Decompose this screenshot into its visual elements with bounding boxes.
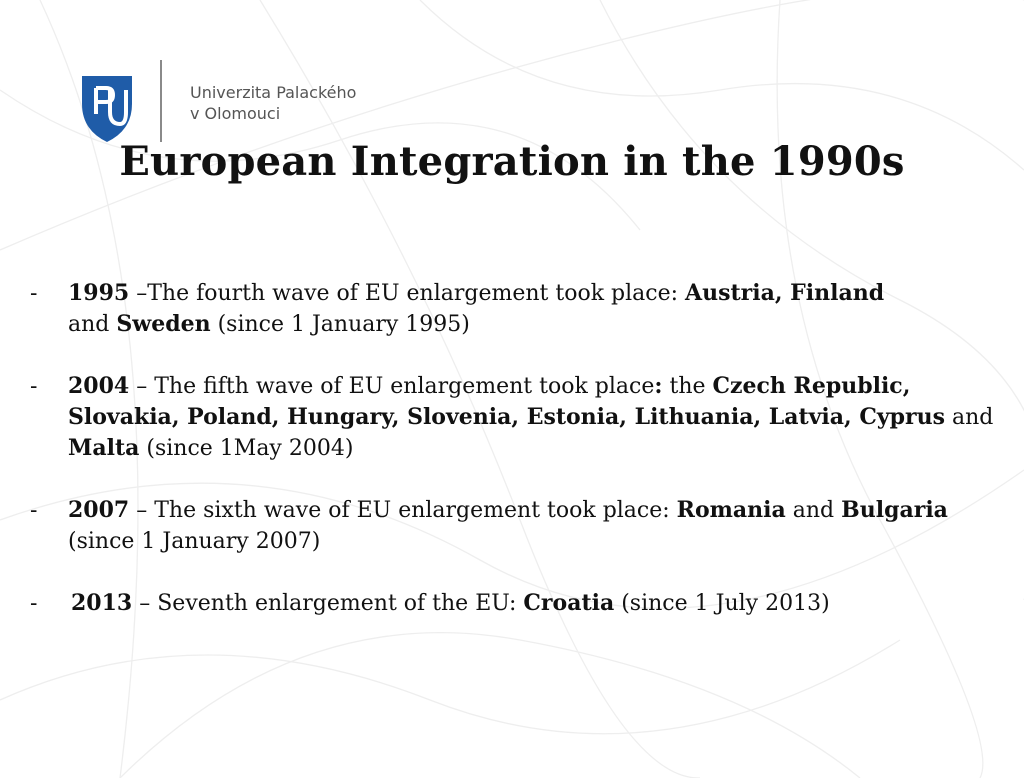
list-dash: - [30, 498, 38, 523]
year: 2007 [68, 497, 130, 523]
year: 2004 [68, 373, 130, 399]
list-item-2004 [30, 371, 1000, 464]
list-item-2007 [30, 495, 1000, 557]
list-dash: - [30, 591, 38, 616]
university-name [190, 82, 356, 124]
countries: Czech Republic, Slovakia, Poland, Hungary, Slovenia, Estonia, Lithuania, Latvia, Cyprus [68, 373, 946, 430]
year: 2013 [71, 590, 133, 616]
list-item-text: 1995 –The fourth wave of EU enlargement took place: Austria, Finland and Sweden (since 1 January 1995) [68, 280, 885, 337]
countries: Bulgaria [841, 497, 948, 523]
university-logo [80, 60, 356, 144]
list-item-2013 [30, 588, 1000, 619]
list-item-text: 2004 – The fifth wave of EU enlargement took place: the Czech Republic, Slovakia, Poland, Hungary, Slovenia, Estonia, Lithuania, Latvia, Cyprus and Malta (since 1May 2004) [68, 373, 994, 461]
list-dash: - [30, 281, 38, 306]
university-name-line2: v Olomouci [190, 104, 281, 123]
countries: Malta [68, 435, 140, 461]
enlargement-list [30, 278, 1000, 650]
list-item-text: 2007 – The sixth wave of EU enlargement took place: Romania and Bulgaria (since 1 January 2007) [68, 497, 948, 554]
countries: Romania [676, 497, 786, 523]
shield-logo-icon [80, 74, 134, 144]
university-name-line1: Univerzita Palackého [190, 83, 357, 102]
list-item-text: 2013 – Seventh enlargement of the EU: Croatia (since 1 July 2013) [71, 590, 830, 616]
year: 1995 [68, 280, 130, 306]
logo-divider [160, 60, 162, 142]
countries: Croatia [523, 590, 615, 616]
slide-title: European Integration in the 1990s [119, 138, 905, 185]
list-item-1995 [30, 278, 1000, 340]
countries: Austria, Finland [685, 280, 885, 306]
list-dash: - [30, 374, 38, 399]
countries: Sweden [116, 311, 211, 337]
